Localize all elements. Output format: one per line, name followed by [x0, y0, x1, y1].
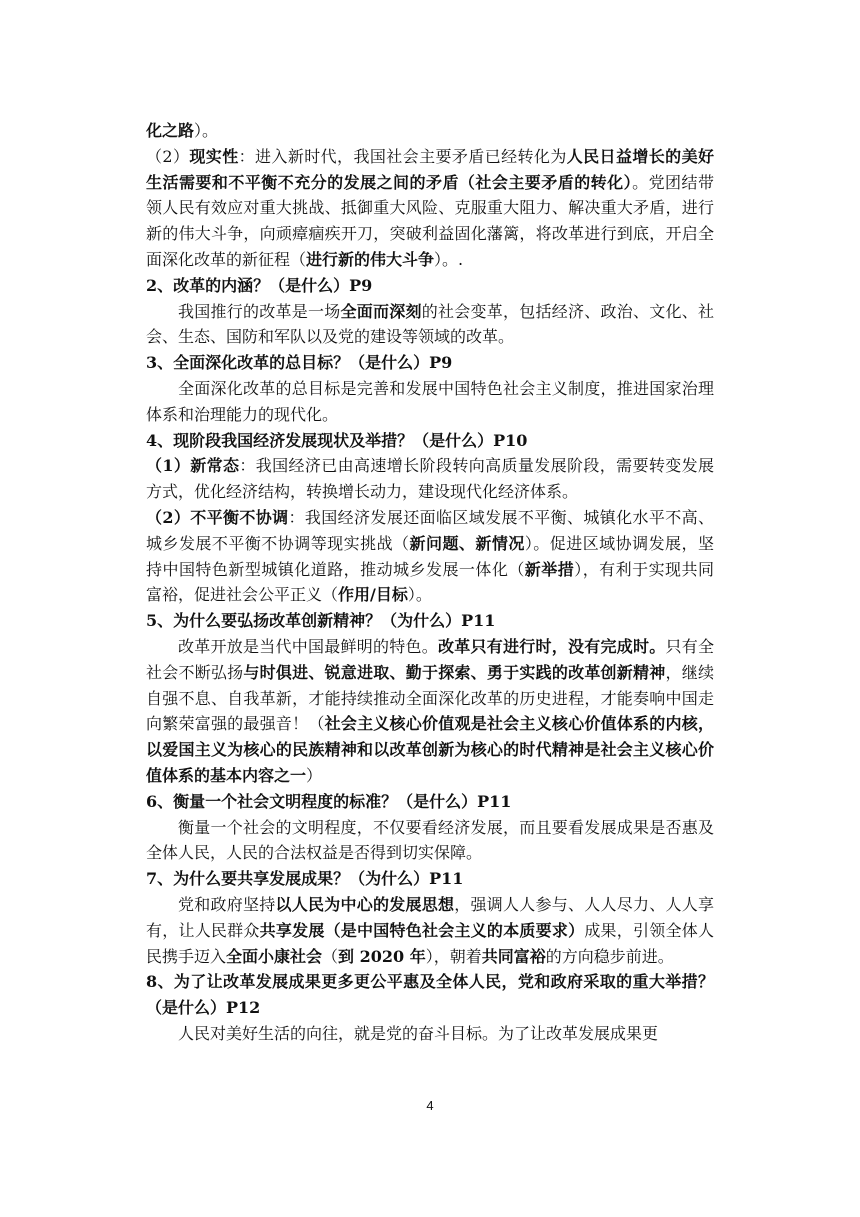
text-run: ，继续自强不息、自我革新，才能持续推动全面深化改革的历史进程，才能奏响中国走向繁荣富强的最强音！（ — [146, 662, 714, 734]
text-run: 衡量一个社会的文明程度，不仅要看经济发展，而且要看发展成果是否惠及全体人民，人民的合法权益是否得到切实保障。 — [146, 817, 714, 863]
bold-text-run: 3、全面深化改革的总目标？（是什么）P9 — [146, 353, 453, 373]
bold-text-run: 到 2020 年 — [338, 946, 426, 966]
paragraph — [146, 815, 714, 867]
paragraph — [146, 1021, 714, 1047]
section-heading — [146, 866, 714, 892]
bold-text-run: 共同富裕 — [481, 946, 546, 966]
text-run: （2） — [146, 146, 190, 166]
bold-text-run: 8、为了让改革发展成果更多更公平惠及全体人民，党和政府采取的重大举措？（是什么）P12 — [146, 972, 714, 1018]
bold-text-run: 2、改革的内涵？（是什么）P9 — [146, 275, 373, 295]
text-run: ，强调人人参与、人人尽力、人人享有，让人民群众 — [146, 894, 714, 940]
bold-text-run: 人民日益增长的美好生活需要和不平衡不充分的发展之间的矛盾（社会主要矛盾的转化） — [146, 146, 714, 192]
section-heading — [146, 428, 714, 454]
paragraph — [146, 376, 714, 428]
paragraph — [146, 144, 714, 273]
bold-text-run: （2）不平衡不协调 — [146, 507, 289, 527]
bold-text-run: 全面小康社会 — [226, 946, 323, 966]
document-body — [146, 118, 714, 1047]
bold-text-run: 6、衡量一个社会文明程度的标准？（是什么）P11 — [146, 791, 512, 811]
bold-text-run: 社会主义核心价值观是社会主义核心价值体系的内核，以爱国主义为核心的民族精神和以改革创新为核心的时代精神是社会主义核心价值体系的基本内容之一 — [146, 714, 714, 785]
text-run: 的方向稳步前进。 — [545, 946, 674, 966]
text-run: ），有利于实现共同富裕，促进社会公平正义（ — [146, 559, 714, 605]
section-heading — [146, 969, 714, 1021]
text-run: ：我国经济已由高速增长阶段转向高质量发展阶段，需要转变发展方式，优化经济结构，转换增长动力，建设现代化经济体系。 — [146, 456, 714, 502]
bold-text-run: 4、现阶段我国经济发展现状及举措？（是什么）P10 — [146, 430, 528, 450]
paragraph — [146, 118, 714, 144]
paragraph — [146, 634, 714, 789]
bold-text-run: （1）新常态 — [146, 456, 240, 476]
paragraph — [146, 299, 714, 351]
text-run: ）。 — [407, 585, 432, 605]
text-run: 我国推行的改革是一场 — [178, 301, 341, 321]
section-heading — [146, 608, 714, 634]
bold-text-run: 进行新的伟大斗争 — [306, 249, 435, 269]
bold-text-run: 7、为什么要共享发展成果？（为什么）P11 — [146, 869, 464, 889]
bold-text-run: 共享发展（是中国特色社会主义的本质要求） — [259, 920, 585, 940]
text-run: 。党团结带领人民有效应对重大挑战、抵御重大风险、克服重大阻力、解决重大矛盾，进行新的伟大斗争，向顽瘴痼疾开刀，突破利益固化藩篱，将改革进行到底，开启全面深化改革的新征程（ — [146, 172, 714, 269]
bold-text-run: 改革只有进行时，没有完成时。 — [437, 636, 666, 656]
text-run: （ — [322, 946, 339, 966]
text-run: ）。促进区域协调发展，坚持中国特色新型城镇化道路，推动城乡发展一体化（ — [146, 533, 714, 579]
bold-text-run: 新举措 — [524, 559, 575, 579]
bold-text-run: 化之路 — [146, 121, 195, 140]
paragraph — [146, 453, 714, 505]
text-run: ），朝着 — [425, 946, 482, 966]
text-run: 全面深化改革的总目标是完善和发展中国特色社会主义制度，推进国家治理体系和治理能力的现代化。 — [146, 378, 714, 424]
bold-text-run: 5、为什么要弘扬改革创新精神？（为什么）P11 — [146, 611, 496, 631]
text-run: 的社会变革，包括经济、政治、文化、社会、生态、国防和军队以及党的建设等领域的改革。 — [146, 301, 714, 347]
section-heading — [146, 273, 714, 299]
section-heading — [146, 350, 714, 376]
bold-text-run: 作用/目标 — [338, 585, 408, 605]
paragraph — [146, 892, 714, 969]
text-run: ）。 — [194, 121, 219, 140]
text-run: ）。. — [434, 249, 464, 269]
text-run: ：我国经济发展还面临区域发展不平衡、城镇化水平不高、城乡发展不平衡不协调等现实挑战（ — [146, 507, 714, 553]
paragraph — [146, 505, 714, 608]
bold-text-run: 全面而深刻 — [340, 301, 422, 321]
text-run: 党和政府坚持 — [178, 894, 276, 914]
section-heading — [146, 789, 714, 815]
text-run: ） — [306, 765, 323, 785]
bold-text-run: 与时俱进、锐意进取、勤于探索、勇于实践的改革创新精神 — [243, 662, 666, 682]
text-run: ：进入新时代，我国社会主要矛盾已经转化为 — [238, 146, 567, 166]
text-run: 改革开放是当代中国最鲜明的特色。 — [178, 636, 438, 656]
text-run: 只有全社会不断弘扬 — [146, 636, 714, 682]
bold-text-run: 新问题、新情况 — [409, 533, 525, 553]
text-run: 人民对美好生活的向往，就是党的奋斗目标。为了让改革发展成果更 — [178, 1023, 659, 1043]
page-number: 4 — [426, 1098, 434, 1113]
text-run: 成果，引领全体人民携手迈入 — [146, 920, 714, 966]
bold-text-run: 以人民为中心的发展思想 — [275, 894, 455, 914]
bold-text-run: 现实性 — [189, 146, 239, 166]
